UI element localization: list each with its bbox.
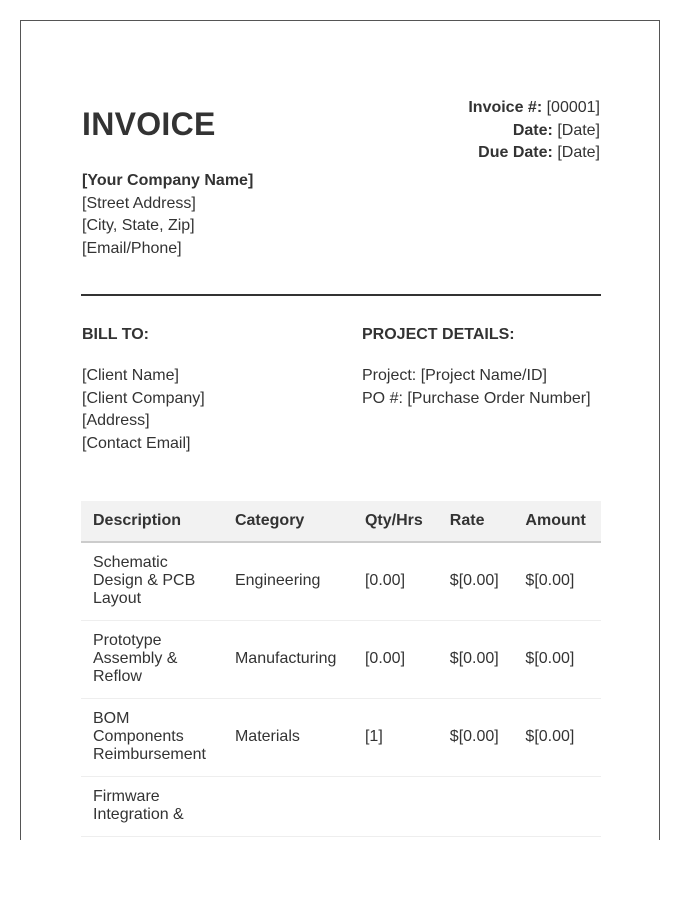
cell-qty: [1] — [353, 699, 438, 777]
client-company: [Client Company] — [82, 389, 205, 407]
cell-amount: $[0.00] — [513, 621, 601, 699]
invoice-date-label: Date: — [512, 121, 553, 139]
cell-amount: $[0.00] — [513, 699, 601, 777]
invoice-title: INVOICE — [82, 106, 216, 142]
bill-to-block — [82, 365, 205, 455]
header-description: Description — [81, 501, 223, 542]
cell-rate: $[0.00] — [438, 621, 514, 699]
cell-description: BOM Components Reimbursement — [81, 699, 223, 777]
cell-rate — [438, 777, 514, 837]
cell-description: Schematic Design & PCB Layout — [81, 542, 223, 621]
cell-category: Engineering — [223, 542, 353, 621]
due-date-value: [Date] — [557, 144, 600, 161]
header-qty: Qty/Hrs — [353, 501, 438, 542]
cell-category — [223, 777, 353, 837]
sender-company-block — [82, 170, 253, 260]
cell-qty — [353, 777, 438, 837]
table-row — [81, 621, 601, 699]
due-date-line — [468, 142, 600, 165]
due-date-label: Due Date: — [478, 144, 553, 161]
client-name: [Client Name] — [82, 367, 179, 384]
invoice-number-value: [00001] — [546, 99, 600, 116]
company-city: [City, State, Zip] — [82, 217, 195, 234]
client-email: [Contact Email] — [82, 434, 191, 452]
cell-amount: $[0.00] — [513, 542, 601, 621]
project-details-block — [362, 365, 591, 410]
po-line: PO #: [Purchase Order Number] — [362, 389, 591, 407]
header-rate: Rate — [438, 501, 514, 542]
company-name: [Your Company Name] — [82, 172, 254, 189]
cell-description: Prototype Assembly & Reflow — [81, 621, 223, 699]
invoice-date-value: [Date] — [557, 121, 600, 139]
table-header-row — [81, 501, 601, 542]
cell-description: Firmware Integration & — [81, 777, 223, 837]
cell-qty: [0.00] — [353, 621, 438, 699]
header-divider — [81, 294, 601, 296]
table-row — [81, 542, 601, 621]
project-line: Project: [Project Name/ID] — [362, 367, 547, 384]
table-row — [81, 699, 601, 777]
bill-to-heading: BILL TO: — [82, 326, 149, 343]
cell-rate: $[0.00] — [438, 542, 514, 621]
cell-rate: $[0.00] — [438, 699, 514, 777]
line-items-table — [81, 501, 601, 837]
invoice-number-label: Invoice #: — [468, 99, 543, 116]
invoice-number-line — [468, 97, 600, 120]
header-category: Category — [223, 501, 353, 542]
project-details-heading: PROJECT DETAILS: — [362, 326, 515, 343]
invoice-page — [20, 20, 660, 840]
cell-amount — [513, 777, 601, 837]
company-contact: [Email/Phone] — [82, 239, 182, 257]
invoice-date-line — [468, 120, 600, 143]
invoice-meta — [468, 97, 600, 165]
header-amount: Amount — [513, 501, 601, 542]
company-street: [Street Address] — [82, 194, 196, 212]
table-row — [81, 777, 601, 837]
cell-category: Manufacturing — [223, 621, 353, 699]
cell-category: Materials — [223, 699, 353, 777]
client-address: [Address] — [82, 412, 150, 429]
cell-qty: [0.00] — [353, 542, 438, 621]
